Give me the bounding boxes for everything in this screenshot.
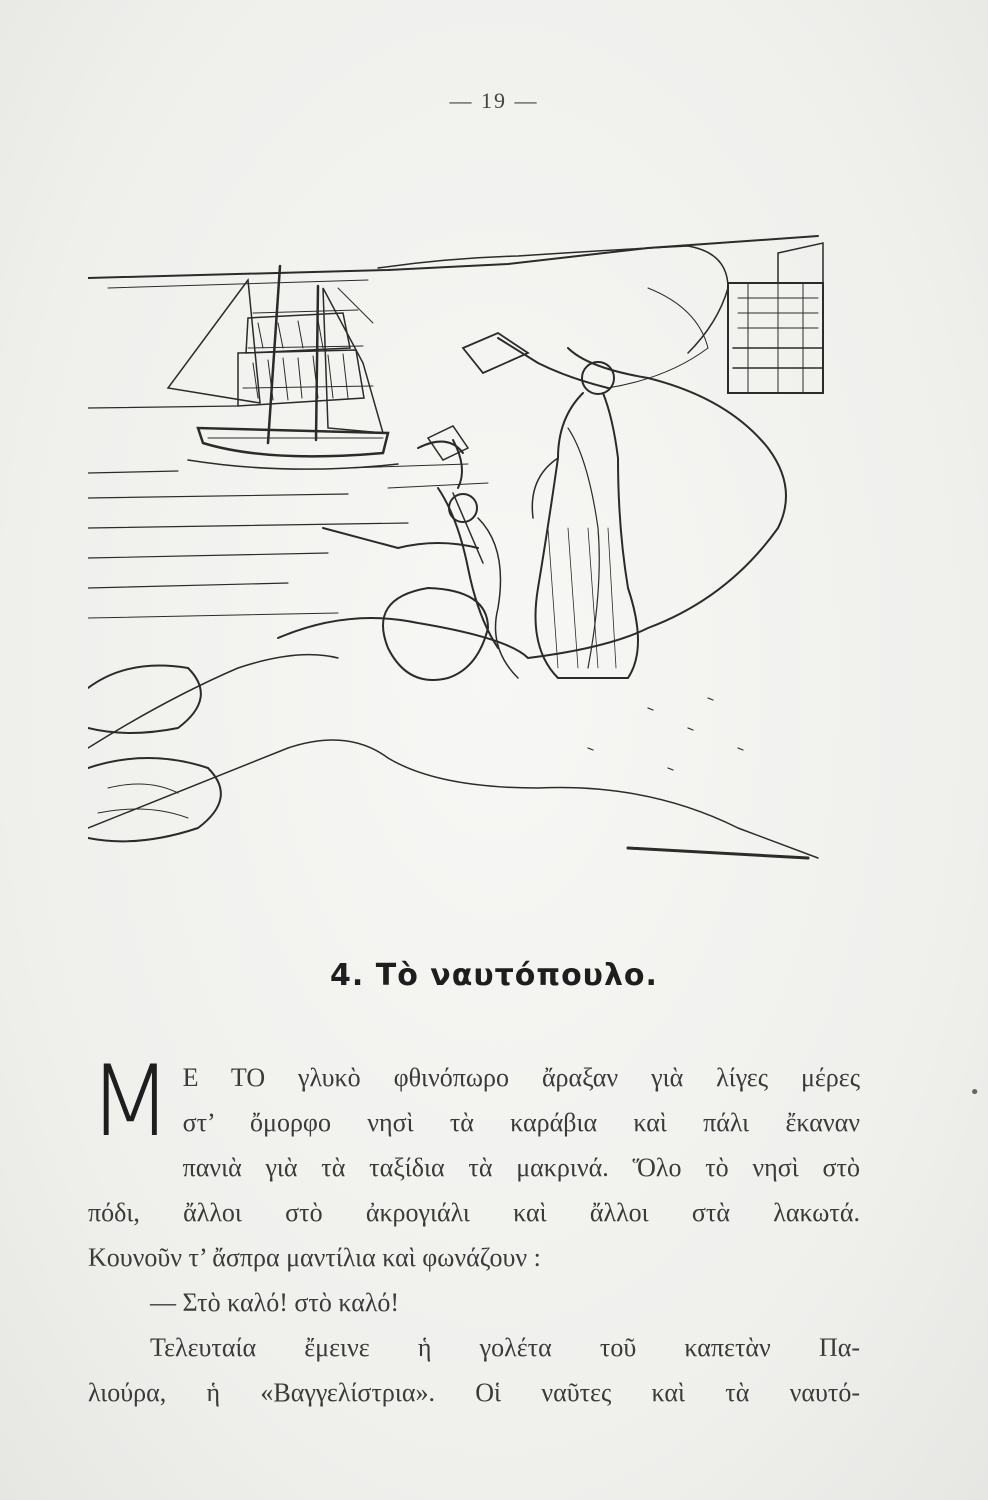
body-text <box>88 1045 860 1415</box>
text-line: Κουνοῦν τ’ ἄσπρα μαντίλια καὶ φωνάζουν : <box>88 1243 541 1272</box>
text-line: Τελευταία ἔμεινε ἡ γολέτα τοῦ καπετὰν Πα- <box>150 1333 860 1362</box>
chapter-title: 4. Τὸ ναυτόπουλο. <box>330 958 658 993</box>
text-line: στ’ ὄμορφο νησὶ τὰ καράβια καὶ πάλι ἔκαναν <box>182 1108 860 1137</box>
text-line: πόδι, ἄλλοι στὸ ἀκρογιάλι καὶ ἄλλοι στὰ λακωτά. <box>88 1198 860 1227</box>
text-line: λιούρα, ἡ «Βαγγελίστρια». Οἱ ναῦτες καὶ τὰ ναυτό- <box>88 1378 860 1407</box>
margin-mark: • <box>969 1082 980 1103</box>
drop-cap: Μ <box>88 1045 173 1159</box>
text-line: Ε ΤΟ γλυκὸ φθινόπωρο ἄραξαν γιὰ λίγες μέρες <box>182 1063 860 1092</box>
page-number: — 19 — <box>449 88 539 113</box>
text-line: — Στὸ καλό! στὸ καλό! <box>150 1288 400 1317</box>
engraving-illustration <box>88 228 828 878</box>
text-line: πανιὰ γιὰ τὰ ταξίδια τὰ μακρινά. Ὅλο τὸ νησὶ στὸ <box>182 1153 860 1182</box>
